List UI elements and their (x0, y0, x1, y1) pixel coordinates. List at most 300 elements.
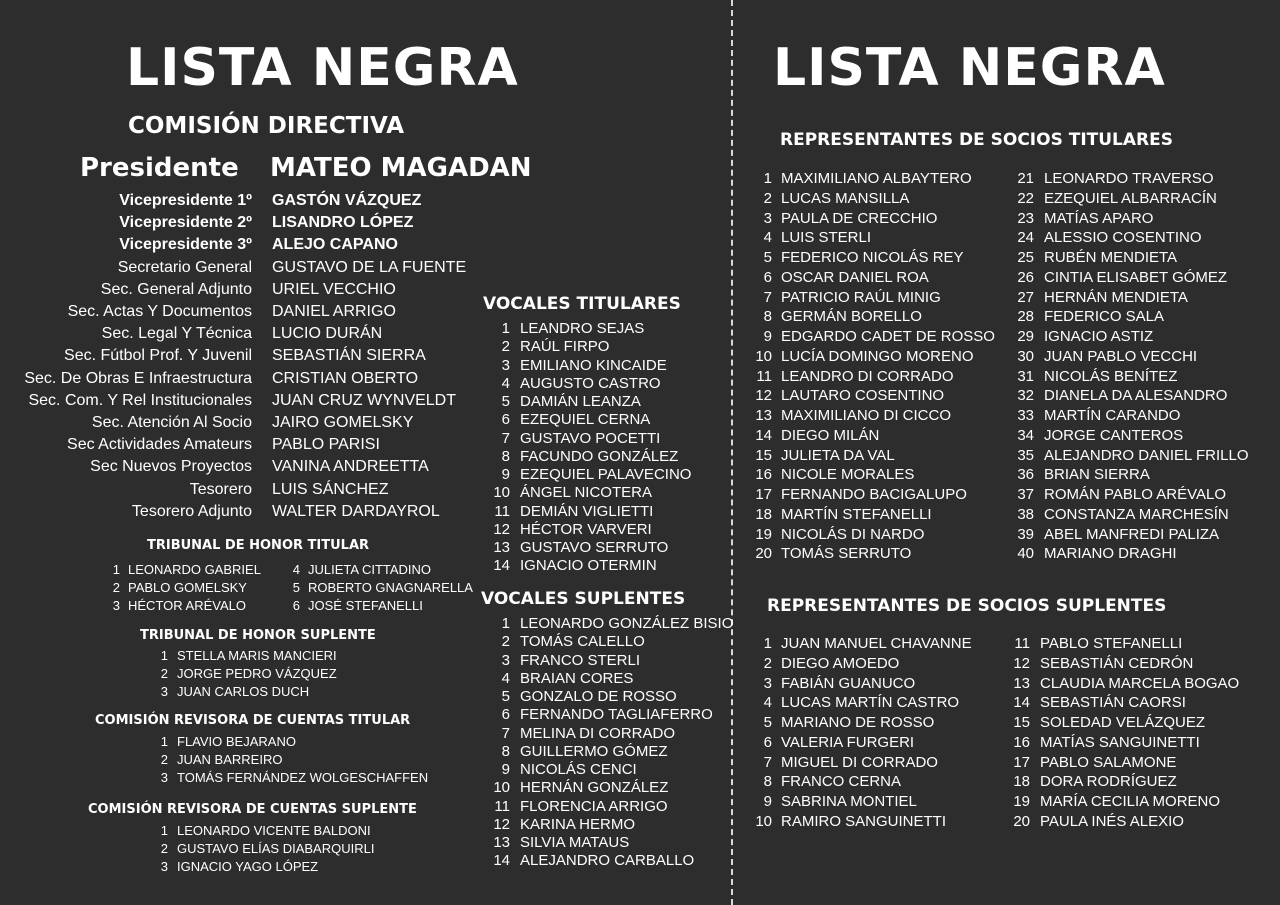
list-item (748, 713, 972, 733)
list-item (1006, 733, 1239, 753)
item-number: 36 (1017, 466, 1034, 484)
list-item (1010, 228, 1249, 248)
item-number: 3 (501, 356, 510, 374)
list-item (486, 557, 691, 575)
item-name: FEDERICO NICOLÁS REY (781, 249, 964, 266)
item-name: PAULA INÉS ALEXIO (1040, 812, 1184, 830)
item-number: 6 (763, 268, 772, 286)
list-item (1010, 426, 1249, 446)
item-name: DORA RODRÍGUEZ (1040, 773, 1177, 791)
list-item (1010, 347, 1249, 367)
list-item (100, 579, 261, 597)
item-name: FLORENCIA ARRIGO (520, 797, 668, 815)
item-number: 19 (755, 525, 772, 543)
item-number: 3 (763, 674, 772, 692)
board-name: LUCIO DURÁN (272, 325, 383, 343)
revisora-titular-list (150, 733, 428, 788)
list-item (486, 798, 733, 816)
list-item (1006, 772, 1239, 792)
item-number: 6 (501, 706, 510, 724)
item-number: 2 (160, 841, 168, 857)
list-item (1006, 693, 1239, 713)
list-item (486, 743, 733, 761)
item-name: FERNANDO BACIGALUPO (781, 486, 967, 503)
list-item (1006, 654, 1239, 674)
board-role: Sec Nuevos Proyectos (90, 458, 252, 476)
vocales-titulares-heading: VOCALES TITULARES (483, 294, 681, 314)
item-name: IGNACIO ASTIZ (1044, 328, 1154, 345)
item-name: EZEQUIEL ALBARRACÍN (1044, 189, 1217, 207)
board-role: Sec. General Adjunto (100, 280, 252, 298)
item-name: KARINA HERMO (520, 815, 636, 833)
item-name: SEBASTIÁN CAORSI (1040, 694, 1186, 712)
item-name: MAXIMILIANO ALBAYTERO (781, 170, 972, 187)
item-number: 5 (292, 580, 300, 596)
board-name: CRISTIAN OBERTO (272, 369, 419, 387)
item-number: 38 (1017, 505, 1034, 523)
list-item (1010, 465, 1249, 485)
list-item (1006, 792, 1239, 812)
item-name: FABIÁN GUANUCO (781, 674, 916, 692)
list-item (748, 693, 972, 713)
item-number: 18 (755, 505, 772, 523)
item-number: 19 (1013, 793, 1030, 810)
item-number: 24 (1017, 229, 1034, 247)
item-number: 12 (493, 520, 510, 538)
list-item (1010, 446, 1249, 466)
left-title: LISTA NEGRA (126, 38, 519, 98)
item-number: 8 (501, 742, 510, 760)
list-item (1010, 544, 1249, 564)
list-item (1010, 209, 1249, 229)
list-item (150, 665, 337, 683)
item-name: LEANDRO DI CORRADO (781, 367, 954, 385)
list-item (486, 411, 691, 429)
item-name: LAUTARO COSENTINO (781, 387, 945, 405)
right-title: LISTA NEGRA (773, 38, 1166, 98)
item-name: MARTÍN CARANDO (1044, 407, 1181, 424)
list-item (748, 327, 995, 347)
list-item (486, 670, 733, 688)
item-number: 3 (160, 684, 168, 700)
item-name: SABRINA MONTIEL (781, 793, 917, 810)
item-name: CLAUDIA MARCELA BOGAO (1040, 674, 1240, 692)
item-name: JORGE CANTEROS (1044, 426, 1184, 444)
board-role: Sec. De Obras E Infraestructura (24, 369, 252, 387)
item-number: 1 (501, 320, 510, 337)
board-name: JUAN CRUZ WYNVELDT (272, 391, 457, 409)
item-number: 8 (501, 447, 510, 465)
list-item (1010, 169, 1249, 189)
item-name: ÁNGEL NICOTERA (520, 484, 652, 502)
item-number: 8 (763, 773, 772, 791)
item-number: 2 (501, 633, 510, 651)
item-number: 8 (763, 308, 772, 326)
item-number: 22 (1017, 189, 1034, 207)
item-number: 6 (292, 598, 300, 614)
item-number: 9 (763, 793, 772, 810)
list-item (150, 769, 428, 787)
item-name: LEONARDO GONZÁLEZ BISIO (520, 615, 734, 632)
item-number: 1 (160, 734, 168, 749)
item-number: 10 (493, 484, 510, 502)
board-name: LUIS SÁNCHEZ (272, 480, 389, 498)
list-item (486, 448, 691, 466)
list-item (486, 338, 691, 356)
list-item (748, 169, 995, 189)
list-item (748, 189, 995, 209)
list-item (486, 615, 733, 633)
comision-directiva-heading: COMISIÓN DIRECTIVA (128, 113, 405, 139)
item-name: ALEJANDRO CARBALLO (520, 852, 695, 870)
item-number: 1 (501, 615, 510, 632)
item-name: LUIS STERLI (781, 229, 872, 247)
item-number: 11 (494, 502, 510, 520)
item-name: EMILIANO KINCAIDE (520, 356, 667, 374)
board-role: Sec. Legal Y Técnica (101, 325, 252, 343)
item-number: 2 (763, 189, 772, 207)
item-number: 2 (160, 666, 168, 682)
item-name: EZEQUIEL CERNA (520, 411, 651, 429)
item-number: 31 (1017, 367, 1034, 385)
item-name: NICOLÁS DI NARDO (781, 525, 925, 543)
item-number: 10 (755, 812, 772, 830)
board-role: Tesorero (189, 480, 252, 498)
item-name: DAMIÁN LEANZA (520, 393, 641, 410)
item-name: FRANCO CERNA (781, 773, 902, 791)
list-item (486, 357, 691, 375)
item-number: 1 (160, 823, 168, 838)
item-name: SEBASTIÁN CEDRÓN (1040, 654, 1194, 672)
list-item (486, 761, 733, 779)
item-name: GUSTAVO ELÍAS DIABARQUIRLI (177, 841, 375, 857)
board-role: Vicepresidente 1º (119, 192, 252, 209)
list-item (150, 733, 428, 751)
item-number: 39 (1017, 525, 1034, 543)
item-number: 15 (1013, 714, 1030, 731)
board-name: GASTÓN VÁZQUEZ (272, 192, 422, 209)
item-number: 1 (763, 635, 772, 652)
item-name: ABEL MANFREDI PALIZA (1044, 525, 1220, 543)
tribunal-titular-heading: TRIBUNAL DE HONOR TITULAR (147, 538, 370, 553)
item-number: 27 (1017, 288, 1034, 306)
item-name: NICOLÁS CENCI (520, 761, 637, 778)
item-number: 40 (1017, 545, 1034, 563)
item-name: NICOLE MORALES (781, 466, 915, 484)
item-name: SILVIA MATAUS (520, 834, 630, 851)
item-name: RUBÉN MENDIETA (1044, 249, 1178, 266)
item-number: 17 (1013, 753, 1030, 771)
list-item (748, 209, 995, 229)
item-number: 13 (493, 834, 510, 851)
item-number: 5 (763, 249, 772, 266)
titulares-list-1 (748, 169, 995, 564)
item-number: 16 (1013, 733, 1030, 751)
item-name: JUAN CARLOS DUCH (177, 684, 310, 700)
item-number: 9 (501, 761, 510, 778)
list-item (748, 485, 995, 505)
list-item (486, 688, 733, 706)
item-number: 5 (763, 714, 772, 731)
board-role: Sec. Atención Al Socio (91, 414, 252, 431)
suplentes-list-2 (1006, 634, 1239, 832)
item-name: MIGUEL DI CORRADO (781, 753, 938, 771)
item-name: PABLO SALAMONE (1040, 753, 1177, 771)
item-number: 4 (763, 229, 772, 247)
list-item (748, 228, 995, 248)
item-number: 9 (501, 466, 510, 483)
item-name: ROBERTO GNAGNARELLA (308, 580, 473, 596)
list-item (1010, 288, 1249, 308)
item-name: LUCAS MANSILLA (781, 189, 910, 207)
item-name: RAMIRO SANGUINETTI (781, 812, 947, 830)
list-item (486, 503, 691, 521)
list-item (1010, 307, 1249, 327)
list-item (282, 579, 473, 597)
item-name: MARIANO DE ROSSO (781, 714, 935, 731)
item-number: 10 (755, 347, 772, 365)
item-name: GUILLERMO GÓMEZ (520, 742, 668, 760)
item-name: PABLO STEFANELLI (1040, 635, 1183, 652)
item-number: 32 (1017, 387, 1034, 405)
list-item (282, 561, 473, 579)
list-item (486, 706, 733, 724)
item-name: GUSTAVO POCETTI (520, 429, 661, 447)
item-name: BRIAN SIERRA (1044, 466, 1150, 484)
item-number: 23 (1017, 209, 1034, 227)
item-name: MARIANO DRAGHI (1044, 545, 1177, 563)
list-item (150, 822, 374, 840)
item-number: 10 (493, 779, 510, 797)
item-name: DEMIÁN VIGLIETTI (520, 502, 654, 520)
list-item (486, 816, 733, 834)
board-role: Tesorero Adjunto (131, 502, 252, 520)
list-item (1010, 268, 1249, 288)
item-number: 17 (755, 486, 772, 503)
list-item (748, 446, 995, 466)
item-name: CINTIA ELISABET GÓMEZ (1044, 268, 1228, 286)
item-number: 4 (292, 562, 300, 577)
list-item (748, 367, 995, 387)
vocales-suplentes-heading: VOCALES SUPLENTES (481, 589, 686, 609)
item-name: GUSTAVO SERRUTO (520, 539, 669, 556)
item-name: JOSÉ STEFANELLI (308, 598, 423, 614)
item-name: EDGARDO CADET DE ROSSO (781, 328, 995, 345)
list-item (748, 248, 995, 268)
suplentes-heading: REPRESENTANTES DE SOCIOS SUPLENTES (767, 596, 1167, 616)
item-number: 3 (112, 598, 120, 614)
item-number: 21 (1017, 170, 1034, 187)
item-name: LEONARDO GABRIEL (128, 562, 261, 577)
item-number: 14 (493, 557, 510, 575)
list-item (486, 375, 691, 393)
item-name: JUAN BARREIRO (177, 752, 283, 768)
vocales-titulares-list (486, 320, 691, 576)
board-role: Sec. Fútbol Prof. Y Juvenil (64, 347, 252, 365)
tribunal-suplente-heading: TRIBUNAL DE HONOR SUPLENTE (140, 628, 376, 643)
item-number: 34 (1017, 426, 1034, 444)
list-item (1010, 248, 1249, 268)
item-number: 5 (501, 688, 510, 705)
list-item (748, 288, 995, 308)
item-name: IGNACIO OTERMIN (520, 557, 657, 575)
item-name: MARÍA CECILIA MORENO (1040, 793, 1221, 810)
list-item (486, 466, 691, 484)
board-name: GUSTAVO DE LA FUENTE (272, 258, 467, 276)
item-number: 14 (1013, 694, 1030, 712)
board-name: SEBASTIÁN SIERRA (272, 347, 426, 365)
item-name: JUAN PABLO VECCHI (1044, 347, 1198, 365)
list-item (748, 307, 995, 327)
list-item (748, 406, 995, 426)
item-number: 7 (763, 288, 772, 306)
list-item (150, 751, 428, 769)
list-item (748, 386, 995, 406)
list-item (1010, 189, 1249, 209)
item-name: BRAIAN CORES (520, 669, 634, 687)
item-number: 20 (1013, 812, 1030, 830)
item-name: TOMÁS CALELLO (520, 633, 645, 651)
item-number: 16 (755, 466, 772, 484)
list-item (748, 772, 972, 792)
item-number: 1 (160, 648, 168, 663)
item-number: 13 (1013, 674, 1030, 692)
list-item (486, 484, 691, 502)
item-name: ALEJANDRO DANIEL FRILLO (1044, 446, 1249, 464)
list-item (100, 561, 261, 579)
president-role: Presidente (80, 153, 239, 183)
item-name: GERMÁN BORELLO (781, 308, 922, 326)
item-number: 28 (1017, 308, 1034, 326)
item-number: 3 (160, 770, 168, 786)
item-name: LEANDRO SEJAS (520, 320, 645, 337)
list-item (1010, 485, 1249, 505)
item-name: ALESSIO COSENTINO (1044, 229, 1202, 247)
item-number: 3 (160, 859, 168, 875)
list-item (748, 268, 995, 288)
president-name: MATEO MAGADAN (270, 153, 532, 183)
list-item (748, 525, 995, 545)
item-name: FACUNDO GONZÁLEZ (520, 447, 679, 465)
list-item (748, 505, 995, 525)
item-name: OSCAR DANIEL ROA (781, 268, 929, 286)
item-name: HERNÁN GONZÁLEZ (520, 779, 669, 797)
item-number: 3 (501, 651, 510, 669)
item-name: JUAN MANUEL CHAVANNE (781, 635, 972, 652)
tribunal-titular-list-2 (282, 561, 473, 616)
item-name: AUGUSTO CASTRO (520, 374, 661, 392)
item-number: 7 (763, 753, 772, 771)
revisora-titular-heading: COMISIÓN REVISORA DE CUENTAS TITULAR (95, 713, 411, 728)
list-item (1006, 634, 1239, 654)
list-item (1006, 812, 1239, 832)
list-item (486, 633, 733, 651)
board-role: Vicepresidente 3º (119, 236, 252, 254)
item-number: 2 (501, 338, 510, 356)
item-number: 13 (755, 407, 772, 424)
item-number: 25 (1017, 249, 1034, 266)
list-item (282, 597, 473, 615)
item-name: GONZALO DE ROSSO (520, 688, 677, 705)
item-number: 29 (1017, 328, 1034, 345)
titulares-heading: REPRESENTANTES DE SOCIOS TITULARES (780, 130, 1173, 150)
item-name: DIEGO MILÁN (781, 426, 880, 444)
item-number: 5 (501, 393, 510, 410)
list-item (486, 320, 691, 338)
item-name: HÉCTOR VARVERI (520, 520, 652, 538)
item-number: 4 (501, 669, 510, 687)
item-name: MAXIMILIANO DI CICCO (781, 407, 952, 424)
item-name: DIEGO AMOEDO (781, 654, 900, 672)
list-item (748, 347, 995, 367)
item-number: 33 (1017, 407, 1034, 424)
tribunal-suplente-list (150, 647, 337, 702)
item-name: MATÍAS SANGUINETTI (1040, 733, 1200, 751)
item-number: 11 (756, 367, 772, 385)
list-item (1006, 753, 1239, 773)
list-item (1010, 406, 1249, 426)
list-item (486, 779, 733, 797)
item-name: HÉCTOR ARÉVALO (128, 598, 246, 614)
list-item (748, 792, 972, 812)
item-number: 2 (160, 752, 168, 768)
item-name: TOMÁS FERNÁNDEZ WOLGESCHAFFEN (177, 770, 429, 786)
item-number: 12 (493, 815, 510, 833)
list-item (486, 430, 691, 448)
item-name: JULIETA DA VAL (781, 446, 895, 464)
revisora-suplente-list (150, 822, 374, 877)
item-name: TOMÁS SERRUTO (781, 545, 912, 563)
item-name: STELLA MARIS MANCIERI (177, 648, 337, 663)
list-item (1010, 367, 1249, 387)
item-number: 7 (501, 429, 510, 447)
board-name: VANINA ANDREETTA (272, 458, 429, 476)
item-name: LUCAS MARTÍN CASTRO (781, 694, 960, 712)
suplentes-list-1 (748, 634, 972, 832)
item-number: 6 (501, 411, 510, 429)
item-name: SOLEDAD VELÁZQUEZ (1040, 714, 1206, 731)
item-name: ROMÁN PABLO ARÉVALO (1044, 486, 1226, 503)
item-name: EZEQUIEL PALAVECINO (520, 466, 692, 483)
board-name: URIEL VECCHIO (272, 280, 396, 298)
item-name: JULIETA CITTADINO (308, 562, 432, 577)
item-name: LUCÍA DOMINGO MORENO (781, 347, 974, 365)
board-name: ALEJO CAPANO (272, 236, 398, 254)
list-item (486, 725, 733, 743)
board-name: LISANDRO LÓPEZ (272, 214, 414, 232)
list-item (748, 634, 972, 654)
board-role: Sec. Com. Y Rel Institucionales (28, 391, 252, 409)
item-name: LEONARDO VICENTE BALDONI (177, 823, 371, 838)
list-item (748, 674, 972, 694)
list-item (486, 852, 733, 870)
list-item (150, 858, 374, 876)
board-role: Sec Actividades Amateurs (67, 436, 252, 454)
list-item (486, 393, 691, 411)
revisora-suplente-heading: COMISIÓN REVISORA DE CUENTAS SUPLENTE (88, 802, 417, 817)
item-number: 20 (755, 545, 772, 563)
list-item (748, 544, 995, 564)
list-item (486, 652, 733, 670)
item-name: PATRICIO RAÚL MINIG (781, 288, 941, 306)
item-number: 4 (501, 374, 510, 392)
board-name: DANIEL ARRIGO (272, 303, 396, 320)
item-number: 18 (1013, 773, 1030, 791)
list-item (486, 539, 691, 557)
board-role: Secretario General (117, 258, 252, 276)
item-number: 37 (1017, 486, 1034, 503)
board-name: WALTER DARDAYROL (272, 502, 440, 520)
